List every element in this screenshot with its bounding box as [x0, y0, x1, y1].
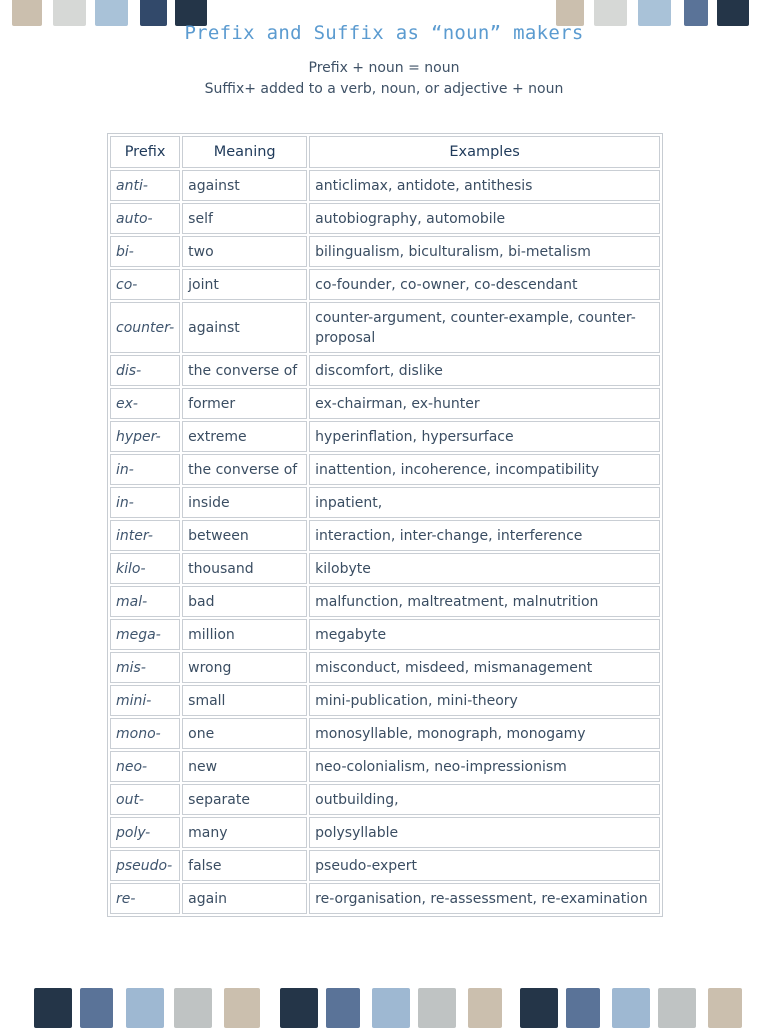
- examples-cell: co-founder, co-owner, co-descendant: [309, 269, 660, 300]
- paint-swatch: [174, 988, 212, 1028]
- paint-swatch: [658, 988, 696, 1028]
- page-title: Prefix and Suffix as “noun” makers: [184, 22, 584, 44]
- prefix-cell: in-: [110, 454, 180, 485]
- prefix-cell: mini-: [110, 685, 180, 716]
- prefix-cell: poly-: [110, 817, 180, 848]
- meaning-cell: bad: [182, 586, 307, 617]
- examples-cell: kilobyte: [309, 553, 660, 584]
- prefix-cell: co-: [110, 269, 180, 300]
- prefix-cell: mis-: [110, 652, 180, 683]
- paint-swatch: [224, 988, 260, 1028]
- prefix-table: [107, 133, 663, 917]
- table-row: [110, 619, 660, 650]
- table-row: [110, 718, 660, 749]
- table-row: [110, 784, 660, 815]
- prefix-cell: mega-: [110, 619, 180, 650]
- prefix-cell: mono-: [110, 718, 180, 749]
- prefix-cell: ex-: [110, 388, 180, 419]
- paint-swatch: [708, 988, 742, 1028]
- meaning-cell: inside: [182, 487, 307, 518]
- prefix-cell: bi-: [110, 236, 180, 267]
- prefix-cell: neo-: [110, 751, 180, 782]
- meaning-cell: one: [182, 718, 307, 749]
- table-row: [110, 170, 660, 201]
- header-examples: Examples: [309, 136, 660, 168]
- table-row: [110, 487, 660, 518]
- meaning-cell: self: [182, 203, 307, 234]
- examples-cell: ex-chairman, ex-hunter: [309, 388, 660, 419]
- table-row: [110, 553, 660, 584]
- meaning-cell: new: [182, 751, 307, 782]
- table-row: [110, 269, 660, 300]
- table-row: [110, 421, 660, 452]
- table-row: [110, 236, 660, 267]
- meaning-cell: between: [182, 520, 307, 551]
- table-body: [110, 170, 660, 914]
- meaning-cell: the converse of: [182, 355, 307, 386]
- table-row: [110, 586, 660, 617]
- table-row: [110, 203, 660, 234]
- examples-cell: pseudo-expert: [309, 850, 660, 881]
- examples-cell: misconduct, misdeed, mismanagement: [309, 652, 660, 683]
- prefix-cell: hyper-: [110, 421, 180, 452]
- meaning-cell: extreme: [182, 421, 307, 452]
- examples-cell: hyperinflation, hypersurface: [309, 421, 660, 452]
- paint-swatch: [372, 988, 410, 1028]
- table-row: [110, 685, 660, 716]
- paint-swatch: [80, 988, 113, 1028]
- examples-cell: bilingualism, biculturalism, bi-metalism: [309, 236, 660, 267]
- paint-swatch: [612, 988, 650, 1028]
- examples-cell: monosyllable, monograph, monogamy: [309, 718, 660, 749]
- meaning-cell: many: [182, 817, 307, 848]
- table-row: [110, 388, 660, 419]
- examples-cell: inpatient,: [309, 487, 660, 518]
- paint-swatch: [326, 988, 360, 1028]
- meaning-cell: against: [182, 302, 307, 353]
- examples-cell: neo-colonialism, neo-impressionism: [309, 751, 660, 782]
- meaning-cell: small: [182, 685, 307, 716]
- meaning-cell: two: [182, 236, 307, 267]
- table-row: [110, 883, 660, 914]
- prefix-cell: anti-: [110, 170, 180, 201]
- prefix-cell: kilo-: [110, 553, 180, 584]
- formula-line-1: Prefix + noun = noun: [308, 60, 460, 76]
- meaning-cell: against: [182, 170, 307, 201]
- paint-swatch: [520, 988, 558, 1028]
- prefix-cell: inter-: [110, 520, 180, 551]
- examples-cell: counter-argument, counter-example, counter-proposal: [309, 302, 660, 353]
- paint-swatch: [566, 988, 600, 1028]
- meaning-cell: joint: [182, 269, 307, 300]
- meaning-cell: thousand: [182, 553, 307, 584]
- header-prefix: Prefix: [110, 136, 180, 168]
- prefix-cell: out-: [110, 784, 180, 815]
- meaning-cell: former: [182, 388, 307, 419]
- paint-swatch: [126, 988, 164, 1028]
- table-row: [110, 850, 660, 881]
- table-header-row: [110, 136, 660, 168]
- meaning-cell: million: [182, 619, 307, 650]
- prefix-cell: pseudo-: [110, 850, 180, 881]
- examples-cell: malfunction, maltreatment, malnutrition: [309, 586, 660, 617]
- table-row: [110, 751, 660, 782]
- table-row: [110, 454, 660, 485]
- paint-swatch: [280, 988, 318, 1028]
- meaning-cell: again: [182, 883, 307, 914]
- examples-cell: inattention, incoherence, incompatibility: [309, 454, 660, 485]
- meaning-cell: the converse of: [182, 454, 307, 485]
- examples-cell: outbuilding,: [309, 784, 660, 815]
- prefix-table-grid: [108, 134, 662, 916]
- examples-cell: autobiography, automobile: [309, 203, 660, 234]
- table-row: [110, 355, 660, 386]
- examples-cell: anticlimax, antidote, antithesis: [309, 170, 660, 201]
- header-meaning: Meaning: [182, 136, 307, 168]
- formula-line-2: Suffix+ added to a verb, noun, or adjective + noun: [204, 81, 564, 97]
- prefix-cell: auto-: [110, 203, 180, 234]
- examples-cell: re-organisation, re-assessment, re-examination: [309, 883, 660, 914]
- paint-swatch: [34, 988, 72, 1028]
- meaning-cell: wrong: [182, 652, 307, 683]
- prefix-cell: mal-: [110, 586, 180, 617]
- table-row: [110, 652, 660, 683]
- examples-cell: mini-publication, mini-theory: [309, 685, 660, 716]
- table-row: [110, 520, 660, 551]
- meaning-cell: false: [182, 850, 307, 881]
- examples-cell: discomfort, dislike: [309, 355, 660, 386]
- prefix-cell: counter-: [110, 302, 180, 353]
- paint-swatch: [418, 988, 456, 1028]
- meaning-cell: separate: [182, 784, 307, 815]
- examples-cell: interaction, inter-change, interference: [309, 520, 660, 551]
- table-row: [110, 302, 660, 353]
- prefix-cell: in-: [110, 487, 180, 518]
- examples-cell: polysyllable: [309, 817, 660, 848]
- prefix-cell: re-: [110, 883, 180, 914]
- prefix-cell: dis-: [110, 355, 180, 386]
- paint-swatch: [468, 988, 502, 1028]
- table-row: [110, 817, 660, 848]
- examples-cell: megabyte: [309, 619, 660, 650]
